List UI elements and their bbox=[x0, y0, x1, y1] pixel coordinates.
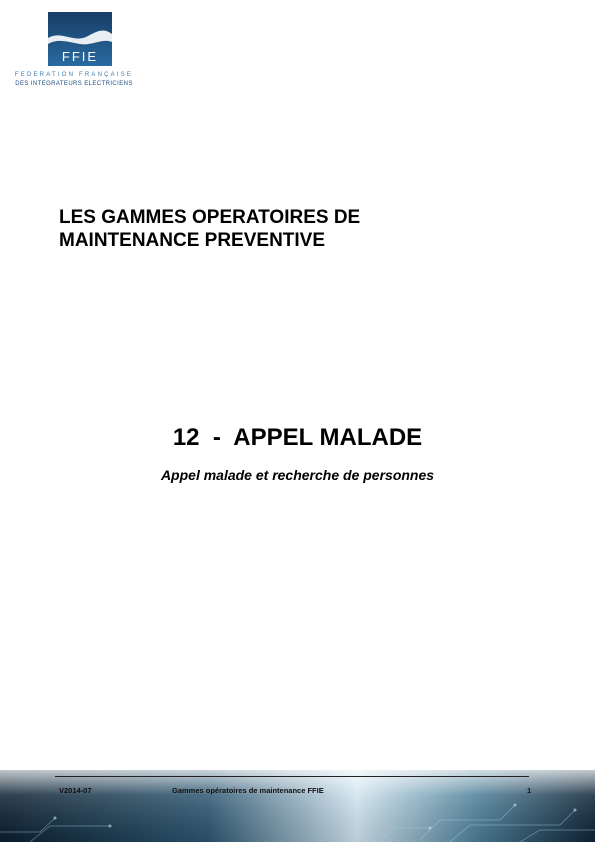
document-title-line-1: LES GAMMES OPERATOIRES DE bbox=[59, 207, 361, 228]
logo-acronym: FFIE bbox=[61, 49, 99, 64]
page-footer bbox=[0, 770, 595, 842]
document-title-line-2: MAINTENANCE PREVENTIVE bbox=[59, 230, 326, 251]
footer-document-title: Gammes opératoires de maintenance FFIE bbox=[172, 786, 324, 795]
footer-rule bbox=[55, 776, 529, 777]
logo-line-1: FEDERATION FRANÇAISE bbox=[14, 72, 134, 78]
footer-version: V2014-07 bbox=[59, 786, 92, 795]
chapter-heading-text: 12 - APPEL MALADE bbox=[172, 424, 423, 451]
footer-background bbox=[0, 770, 595, 842]
ffie-logo bbox=[14, 12, 134, 92]
logo-line-2: DES INTEGRATEURS ELECTRICIENS bbox=[15, 81, 133, 87]
document-title bbox=[59, 206, 539, 252]
ffie-logo-mark bbox=[48, 12, 112, 66]
footer-page-number: 1 bbox=[527, 786, 532, 795]
chapter-heading bbox=[0, 424, 595, 452]
chapter-subtitle: Appel malade et recherche de personnes bbox=[160, 467, 435, 483]
